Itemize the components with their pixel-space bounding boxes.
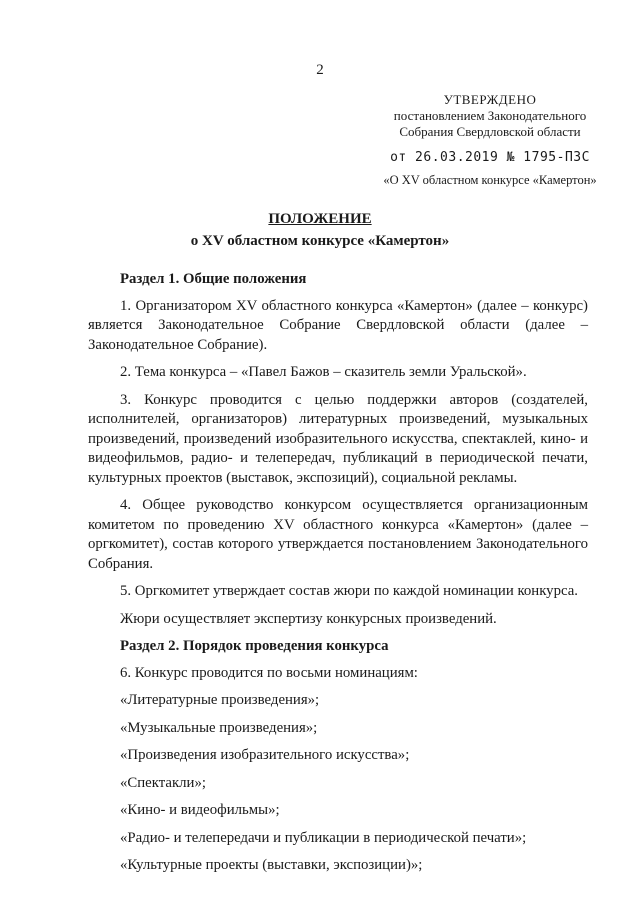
- paragraph-5: 5. Оргкомитет утверждает состав жюри по каждой номинации конкурса.: [120, 583, 578, 599]
- nomination-item: «Спектакли»;: [120, 774, 206, 791]
- nomination-item: «Культурные проекты (выставки, экспозиции)»;: [120, 857, 423, 873]
- document-body: [88, 270, 588, 884]
- paragraph-1: 1. Организатором XV областного конкурса «Камертон» (далее – конкурс) является Законодательное Собрание Свердловской области (далее – Законодательное Собрание).: [88, 297, 588, 353]
- nomination-item: «Произведения изобразительного искусства»;: [120, 747, 410, 763]
- approval-line-1: постановлением Законодательного: [393, 108, 587, 123]
- approval-title: УТВЕРЖДЕНО: [443, 92, 537, 107]
- paragraph-3: 3. Конкурс проводится с целью поддержки авторов (создателей, исполнителей, организаторов) литературных произведений, музыкальных произведений, произведений изобразительного искусства, спектаклей, кино- и видеофильмов, радио- и телепередач, публикаций в периодической печати, культурных проектов (выставок, экспозиций), социальной рекламы.: [88, 391, 588, 486]
- paragraph-jury: Жюри осуществляет экспертизу конкурсных произведений.: [120, 610, 497, 627]
- approval-line-2: Собрания Свердловской области: [399, 124, 581, 139]
- document-subtitle: о XV областном конкурсе «Камертон»: [190, 233, 450, 249]
- approval-block: [370, 92, 610, 188]
- nomination-item: «Музыкальные произведения»;: [120, 719, 318, 736]
- document-heading: [0, 208, 640, 252]
- decree-name: «О XV областном конкурсе «Камертон»: [383, 173, 597, 187]
- document-title: ПОЛОЖЕНИЕ: [268, 211, 372, 227]
- decree-stamp: от 26.03.2019 № 1795-ПЗС: [390, 150, 590, 165]
- paragraph-4: 4. Общее руководство конкурсом осуществляется организационным комитетом по проведению XV областного конкурса «Камертон» (далее – оргкомитет), состав которого утверждается постановлением Законодательного Собрания.: [88, 497, 588, 572]
- nomination-item: «Литературные произведения»;: [120, 692, 320, 708]
- nomination-item: «Радио- и телепередачи и публикации в периодической печати»;: [120, 829, 527, 846]
- paragraph-6: 6. Конкурс проводится по восьми номинациям:: [120, 664, 418, 681]
- section-2-heading: Раздел 2. Порядок проведения конкурса: [120, 638, 389, 654]
- nomination-item: «Кино- и видеофильмы»;: [120, 802, 280, 818]
- page-number: 2: [316, 62, 324, 78]
- section-1-heading: Раздел 1. Общие положения: [120, 271, 307, 287]
- paragraph-2: 2. Тема конкурса – «Павел Бажов – сказитель земли Уральской».: [120, 364, 527, 380]
